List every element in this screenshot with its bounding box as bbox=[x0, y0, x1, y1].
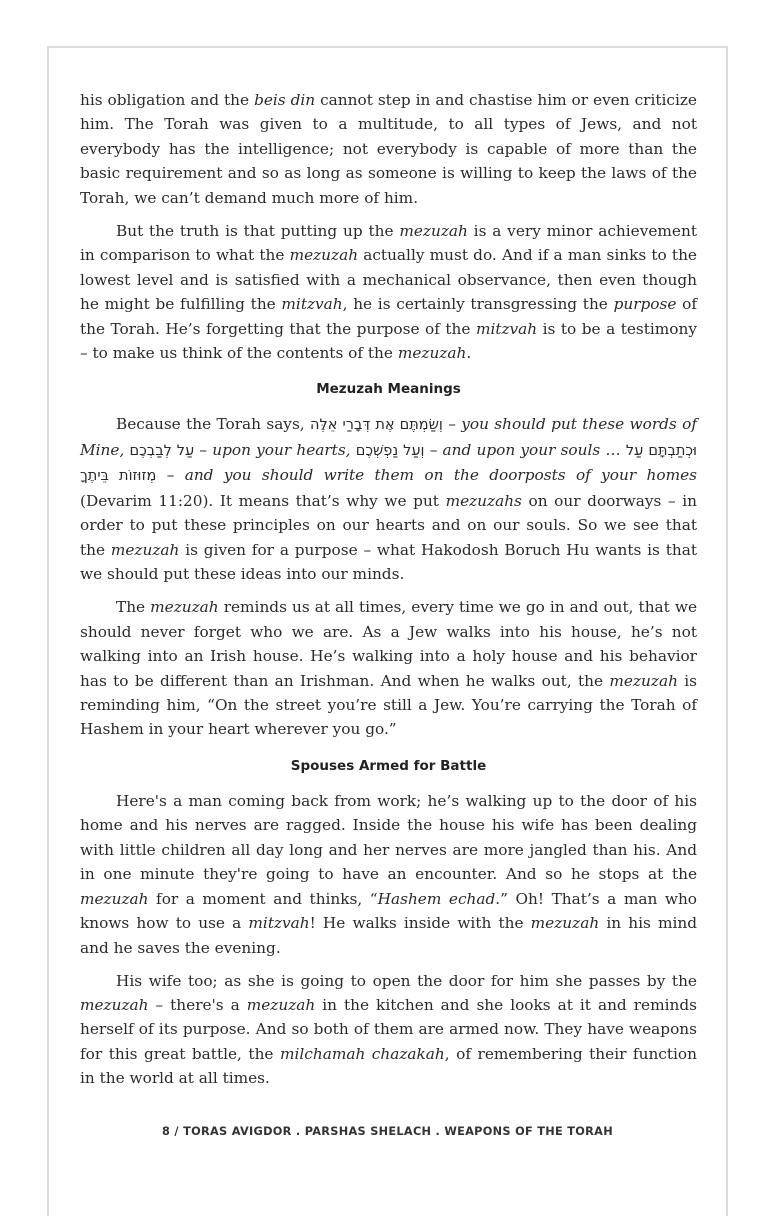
hebrew-quote: עַל לְבַבְכֶם bbox=[129, 442, 195, 459]
text: is a very minor achievement in comparison to what the bbox=[80, 221, 697, 265]
italic-text: Hashem echad bbox=[377, 889, 496, 908]
text: Because the Torah says, bbox=[116, 415, 311, 434]
italic-text: mitzvah bbox=[248, 914, 310, 933]
hebrew-quote: וְשַׂמְתֶּם אֶת דְּבָרַי אֵלֶּה bbox=[310, 417, 443, 434]
text: , he is certainly transgressing the bbox=[342, 295, 614, 314]
italic-text: mezuzah bbox=[80, 889, 149, 908]
text: actually must do. And if a man sinks to the lowest level and is satisfied with a mechanical observance, then even though he might be fulfilling the bbox=[80, 246, 697, 314]
text: (Devarim 11:20). It means that’s why we put bbox=[80, 491, 446, 510]
hebrew-quote: וְעַל נַפְשְׁכֶם bbox=[355, 442, 425, 459]
paragraph bbox=[80, 88, 697, 210]
text: . bbox=[466, 344, 472, 363]
paragraph bbox=[80, 789, 697, 960]
italic-text: beis din bbox=[254, 91, 316, 109]
italic-text: mezuzah bbox=[397, 344, 467, 363]
paragraph bbox=[80, 969, 697, 1091]
text: ! He walks inside with the bbox=[309, 914, 531, 933]
italic-text: purpose bbox=[613, 295, 677, 314]
hebrew-quote: וּכְתַבְתָּם עַל מְזוּזוֹת בֵּיתֶךָ bbox=[80, 442, 697, 485]
text: His wife too; as she is going to open the door for him she passes by the bbox=[116, 971, 697, 990]
italic-text: mezuzah bbox=[80, 996, 149, 1014]
text: – there's a bbox=[148, 996, 247, 1014]
italic-text: mezuzahs bbox=[445, 491, 522, 510]
italic-text: – and upon your souls … bbox=[424, 440, 626, 459]
text: reminds us at all times, every time we go in and out, that we should never forget who we are. As a Jew walks into his house, he’s not walking into an Irish house. He’s walking into a holy house and his behavior has to be different than an Irishman. And when he walks out, the bbox=[80, 598, 697, 690]
text: is given for a purpose – what Hakodosh Boruch Hu wants is that we should put these ideas into our minds. bbox=[80, 540, 697, 584]
italic-text: mezuzah bbox=[110, 540, 180, 559]
text: But the truth is that putting up the bbox=[116, 221, 400, 240]
italic-text: – and you should write them on the doorposts of your homes bbox=[156, 466, 697, 485]
italic-text: mitzvah bbox=[475, 319, 538, 338]
section-heading: Mezuzah Meanings bbox=[316, 381, 461, 398]
italic-text: mezuzah bbox=[530, 914, 600, 933]
text: for a moment and thinks, “ bbox=[148, 889, 378, 908]
text: Here's a man coming back from work; he’s walking up to the door of his home and his nerves are ragged. Inside the house his wife has been dealing with little children all day long and her nerves are more jangled than his. And in one minute they're going to have an encounter. And so he stops at the bbox=[80, 791, 697, 884]
italic-text: mezuzah bbox=[150, 598, 219, 617]
text: is to be a testimony – to make us think of the contents of the bbox=[80, 319, 697, 363]
paragraph bbox=[80, 412, 697, 586]
text: his obligation and the bbox=[80, 91, 255, 109]
italic-text: – you should put these words of Mine, bbox=[80, 415, 697, 459]
text: cannot step in and chastise him or even criticize him. The Torah was given to a multitude, to all types of Jews, and not everybody has the intelligence; not everybody is capable of more than the basic requirement and so as long as someone is willing to keep the laws of the Torah, we can’t demand much more of him. bbox=[80, 91, 697, 207]
italic-text: mezuzah bbox=[246, 996, 316, 1014]
page-footer: 8 / TORAS AVIGDOR . PARSHAS SHELACH . WEAPONS OF THE TORAH bbox=[162, 1125, 613, 1138]
text: is reminding him, “On the street you’re still a Jew. You’re carrying the Torah of Hashem in your heart wherever you go.” bbox=[80, 671, 698, 739]
text: in his mind and he saves the evening. bbox=[80, 914, 697, 957]
italic-text: milchamah chazakah bbox=[279, 1044, 445, 1063]
text: on our doorways – in order to put these principles on our hearts and on our souls. So we see that the bbox=[80, 491, 697, 559]
text: .” Oh! That’s a man who knows how to use a bbox=[80, 889, 698, 933]
text: The bbox=[116, 598, 151, 617]
italic-text: – upon your hearts, bbox=[194, 440, 356, 459]
italic-text: mezuzah bbox=[289, 246, 359, 265]
text: , of remembering their function in the world at all times. bbox=[80, 1044, 697, 1088]
italic-text: mitzvah bbox=[281, 295, 343, 314]
body-text bbox=[80, 88, 697, 1099]
section-heading: Spouses Armed for Battle bbox=[290, 757, 487, 774]
text: of the Torah. He’s forgetting that the purpose of the bbox=[80, 295, 698, 338]
paragraph bbox=[80, 595, 697, 742]
text: in the kitchen and she looks at it and reminds herself of its purpose. And so both of them are armed now. They have weapons for this great battle, the bbox=[80, 996, 697, 1063]
italic-text: mezuzah bbox=[609, 671, 678, 690]
paragraph bbox=[80, 219, 697, 366]
italic-text: mezuzah bbox=[399, 221, 468, 240]
